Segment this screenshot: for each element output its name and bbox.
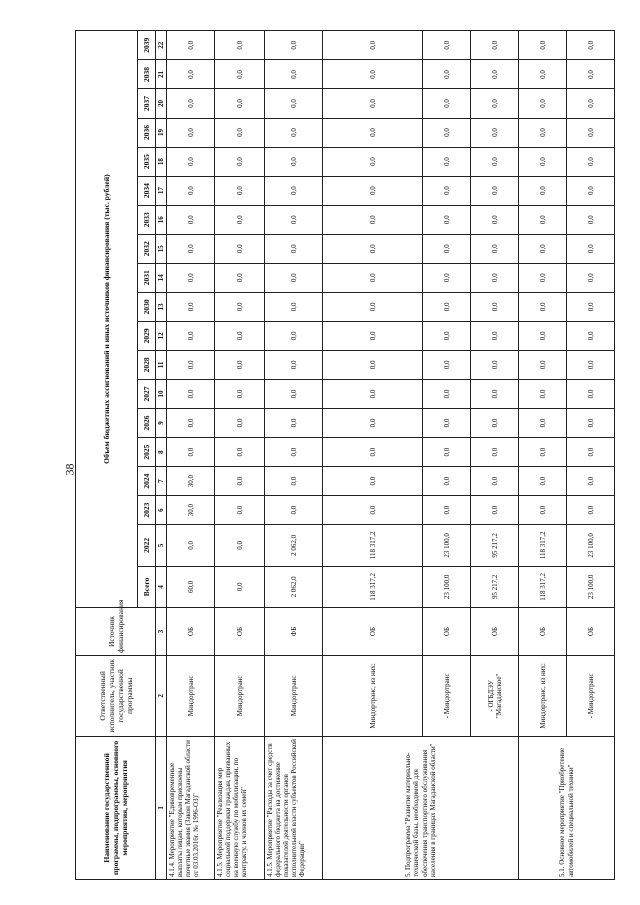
row-year-value: 0,0 xyxy=(519,147,567,176)
row-year-value: 0,0 xyxy=(323,205,423,234)
row-year-value: 0,0 xyxy=(471,292,519,321)
row-year-value: 0,0 xyxy=(423,496,471,525)
row-year-value: 0,0 xyxy=(265,467,323,496)
column-index: 5 xyxy=(156,525,167,567)
row-year-value: 0,0 xyxy=(167,176,215,205)
row-year-value: 0,0 xyxy=(167,525,215,567)
row-year-value: 2 062,0 xyxy=(265,525,323,567)
row-year-value: 0,0 xyxy=(323,176,423,205)
row-year-value: 0,0 xyxy=(167,31,215,60)
header-year: 2028 xyxy=(138,350,156,379)
row-year-value: 95 217,2 xyxy=(471,525,519,567)
row-year-value: 0,0 xyxy=(471,118,519,147)
row-year-value: 0,0 xyxy=(519,321,567,350)
row-year-value: 0,0 xyxy=(471,31,519,60)
row-year-value: 0,0 xyxy=(471,205,519,234)
row-year-value: 0,0 xyxy=(215,176,265,205)
row-source: ОБ xyxy=(471,608,519,656)
header-year: 2033 xyxy=(138,205,156,234)
column-index: 4 xyxy=(156,566,167,608)
row-name: 4.1.4. Мероприятие "Единовременные выплаты лицам, которым присвоены почетные звания (Закон Магаданской области от 03.03.2016г. № 1996-ОЗ)" xyxy=(167,736,215,879)
row-executor: Миндортранс, из них: xyxy=(323,655,423,736)
row-year-value: 0,0 xyxy=(215,379,265,408)
row-year-value: 0,0 xyxy=(215,60,265,89)
row-year-value: 0,0 xyxy=(471,234,519,263)
table-row xyxy=(167,31,215,880)
row-source: ОБ xyxy=(323,608,423,656)
row-year-value: 0,0 xyxy=(167,60,215,89)
row-year-value: 0,0 xyxy=(167,205,215,234)
row-year-value: 0,0 xyxy=(265,89,323,118)
row-year-value: 0,0 xyxy=(167,379,215,408)
row-year-value: 0,0 xyxy=(519,234,567,263)
row-year-value: 0,0 xyxy=(265,350,323,379)
row-year-value: 0,0 xyxy=(323,467,423,496)
row-year-value: 0,0 xyxy=(423,408,471,437)
row-total: 60,0 xyxy=(167,566,215,608)
column-index: 14 xyxy=(156,263,167,292)
row-year-value: 0,0 xyxy=(567,31,615,60)
row-executor: - ОГБДЭУ "Магаданское" xyxy=(471,655,519,736)
column-index: 18 xyxy=(156,147,167,176)
row-year-value: 0,0 xyxy=(167,89,215,118)
header-volume: Объем бюджетных ассигнований и иных источников финансирования (тыс. рублей) xyxy=(76,31,138,608)
row-year-value: 0,0 xyxy=(323,379,423,408)
row-year-value: 118 317,2 xyxy=(323,525,423,567)
row-total: 23 100,0 xyxy=(567,566,615,608)
row-year-value: 0,0 xyxy=(519,263,567,292)
row-year-value: 0,0 xyxy=(265,263,323,292)
row-name: 4.1.5. Мероприятие "Реализация мер социальной поддержки граждан, призванных на военную службу по мобилизации, по контракту, и членов их семей" xyxy=(215,736,265,879)
row-year-value: 0,0 xyxy=(265,31,323,60)
row-year-value: 0,0 xyxy=(167,234,215,263)
row-executor: - Миндортранс xyxy=(567,655,615,736)
header-total: Всего xyxy=(138,566,156,608)
row-year-value: 0,0 xyxy=(323,147,423,176)
row-year-value: 0,0 xyxy=(323,496,423,525)
row-year-value: 0,0 xyxy=(567,176,615,205)
row-year-value: 0,0 xyxy=(215,31,265,60)
row-year-value: 0,0 xyxy=(567,118,615,147)
table-row xyxy=(215,31,265,880)
row-year-value: 0,0 xyxy=(265,496,323,525)
column-index: 17 xyxy=(156,176,167,205)
row-year-value: 0,0 xyxy=(471,321,519,350)
row-year-value: 0,0 xyxy=(265,205,323,234)
row-year-value: 0,0 xyxy=(265,321,323,350)
column-index: 16 xyxy=(156,205,167,234)
header-year: 2039 xyxy=(138,31,156,60)
header-year: 2026 xyxy=(138,408,156,437)
row-year-value: 0,0 xyxy=(167,292,215,321)
header-year: 2031 xyxy=(138,263,156,292)
row-year-value: 0,0 xyxy=(167,350,215,379)
row-year-value: 0,0 xyxy=(471,408,519,437)
column-index: 15 xyxy=(156,234,167,263)
row-year-value: 0,0 xyxy=(215,205,265,234)
row-year-value: 0,0 xyxy=(471,263,519,292)
row-year-value: 0,0 xyxy=(567,321,615,350)
header-executor: Ответственный исполнитель, участник государственной программы xyxy=(76,655,156,736)
row-year-value: 0,0 xyxy=(323,31,423,60)
row-year-value: 0,0 xyxy=(423,292,471,321)
row-year-value: 0,0 xyxy=(423,234,471,263)
financing-table xyxy=(75,30,615,880)
row-total: 0,0 xyxy=(215,566,265,608)
row-year-value: 0,0 xyxy=(167,321,215,350)
row-year-value: 0,0 xyxy=(519,438,567,467)
row-year-value: 0,0 xyxy=(215,321,265,350)
row-year-value: 0,0 xyxy=(215,408,265,437)
header-year: 2025 xyxy=(138,438,156,467)
row-source: ОБ xyxy=(167,608,215,656)
column-index: 1 xyxy=(156,736,167,879)
row-year-value: 0,0 xyxy=(471,147,519,176)
row-year-value: 0,0 xyxy=(323,292,423,321)
column-index: 19 xyxy=(156,118,167,147)
row-name: 5.1. Основное мероприятие "Приобретение автомобилей и специальной техники" xyxy=(519,736,615,879)
header-year: 2038 xyxy=(138,60,156,89)
column-index: 12 xyxy=(156,321,167,350)
row-year-value: 0,0 xyxy=(265,147,323,176)
row-year-value: 0,0 xyxy=(519,176,567,205)
row-year-value: 0,0 xyxy=(471,89,519,118)
header-name: Наименование государственной программы, подпрограммы, основного мероприятия, мероприятия xyxy=(76,736,156,879)
row-year-value: 30,0 xyxy=(167,467,215,496)
row-year-value: 23 100,0 xyxy=(567,525,615,567)
header-year: 2027 xyxy=(138,379,156,408)
row-year-value: 0,0 xyxy=(265,60,323,89)
row-year-value: 0,0 xyxy=(423,205,471,234)
row-year-value: 118 317,2 xyxy=(519,525,567,567)
row-year-value: 0,0 xyxy=(567,467,615,496)
header-year: 2037 xyxy=(138,89,156,118)
row-year-value: 0,0 xyxy=(423,467,471,496)
row-year-value: 0,0 xyxy=(265,379,323,408)
row-year-value: 23 100,0 xyxy=(423,525,471,567)
row-year-value: 0,0 xyxy=(215,438,265,467)
row-total: 118 317,2 xyxy=(519,566,567,608)
row-total: 118 317,2 xyxy=(323,566,423,608)
row-year-value: 0,0 xyxy=(167,408,215,437)
row-year-value: 0,0 xyxy=(567,496,615,525)
row-year-value: 0,0 xyxy=(265,234,323,263)
row-year-value: 0,0 xyxy=(423,321,471,350)
row-year-value: 0,0 xyxy=(215,292,265,321)
row-year-value: 0,0 xyxy=(323,438,423,467)
row-year-value: 0,0 xyxy=(567,263,615,292)
row-year-value: 0,0 xyxy=(567,379,615,408)
row-year-value: 0,0 xyxy=(323,408,423,437)
row-year-value: 0,0 xyxy=(519,89,567,118)
row-source: ОБ xyxy=(519,608,567,656)
column-index: 9 xyxy=(156,408,167,437)
row-year-value: 0,0 xyxy=(567,205,615,234)
row-total: 23 100,0 xyxy=(423,566,471,608)
header-year: 2035 xyxy=(138,147,156,176)
row-year-value: 0,0 xyxy=(471,438,519,467)
row-year-value: 0,0 xyxy=(423,379,471,408)
row-executor: Миндортранс xyxy=(265,655,323,736)
row-year-value: 0,0 xyxy=(215,263,265,292)
row-year-value: 0,0 xyxy=(567,408,615,437)
column-index: 11 xyxy=(156,350,167,379)
row-year-value: 0,0 xyxy=(567,292,615,321)
row-year-value: 30,0 xyxy=(167,496,215,525)
header-source: Источник финансирования xyxy=(76,608,156,656)
table-row xyxy=(519,31,567,880)
row-year-value: 0,0 xyxy=(567,438,615,467)
row-year-value: 0,0 xyxy=(215,525,265,567)
column-index: 2 xyxy=(156,655,167,736)
row-year-value: 0,0 xyxy=(471,60,519,89)
header-year: 2036 xyxy=(138,118,156,147)
table-row xyxy=(265,31,323,880)
column-index: 21 xyxy=(156,60,167,89)
row-year-value: 0,0 xyxy=(323,263,423,292)
row-year-value: 0,0 xyxy=(423,60,471,89)
column-index: 3 xyxy=(156,608,167,656)
column-index: 6 xyxy=(156,496,167,525)
row-executor: Миндортранс xyxy=(215,655,265,736)
row-year-value: 0,0 xyxy=(215,118,265,147)
row-year-value: 0,0 xyxy=(323,321,423,350)
header-year: 2022 xyxy=(138,525,156,567)
row-year-value: 0,0 xyxy=(215,496,265,525)
row-year-value: 0,0 xyxy=(167,147,215,176)
rotated-table-area xyxy=(75,30,595,880)
row-year-value: 0,0 xyxy=(519,496,567,525)
row-year-value: 0,0 xyxy=(215,147,265,176)
row-year-value: 0,0 xyxy=(519,118,567,147)
column-index: 8 xyxy=(156,438,167,467)
row-source: ОБ xyxy=(215,608,265,656)
row-year-value: 0,0 xyxy=(567,147,615,176)
page-number: 38 xyxy=(62,463,77,476)
row-total: 2 062,0 xyxy=(265,566,323,608)
row-year-value: 0,0 xyxy=(215,234,265,263)
row-year-value: 0,0 xyxy=(265,408,323,437)
row-year-value: 0,0 xyxy=(265,292,323,321)
row-year-value: 0,0 xyxy=(423,147,471,176)
row-executor: Миндортранс, из них: xyxy=(519,655,567,736)
header-year: 2030 xyxy=(138,292,156,321)
header-year: 2029 xyxy=(138,321,156,350)
row-year-value: 0,0 xyxy=(215,350,265,379)
column-index: 7 xyxy=(156,467,167,496)
header-year: 2023 xyxy=(138,496,156,525)
row-year-value: 0,0 xyxy=(323,89,423,118)
row-year-value: 0,0 xyxy=(519,205,567,234)
column-index: 13 xyxy=(156,292,167,321)
column-index: 20 xyxy=(156,89,167,118)
row-year-value: 0,0 xyxy=(471,176,519,205)
row-year-value: 0,0 xyxy=(471,379,519,408)
header-year: 2024 xyxy=(138,467,156,496)
row-year-value: 0,0 xyxy=(567,234,615,263)
row-year-value: 0,0 xyxy=(215,467,265,496)
row-year-value: 0,0 xyxy=(423,176,471,205)
row-year-value: 0,0 xyxy=(471,496,519,525)
row-year-value: 0,0 xyxy=(567,60,615,89)
row-year-value: 0,0 xyxy=(423,350,471,379)
row-year-value: 0,0 xyxy=(519,60,567,89)
row-year-value: 0,0 xyxy=(567,350,615,379)
row-year-value: 0,0 xyxy=(265,438,323,467)
row-year-value: 0,0 xyxy=(519,379,567,408)
row-year-value: 0,0 xyxy=(471,467,519,496)
row-year-value: 0,0 xyxy=(167,438,215,467)
row-year-value: 0,0 xyxy=(323,234,423,263)
row-year-value: 0,0 xyxy=(323,60,423,89)
row-year-value: 0,0 xyxy=(423,118,471,147)
row-name: 4.1.5. Мероприятие "Расходы за счет средств федерального бюджета на достижение показателей деятельности органов исполнительной власти субъектов Российской Федерации" xyxy=(265,736,323,879)
row-year-value: 0,0 xyxy=(265,176,323,205)
row-year-value: 0,0 xyxy=(423,263,471,292)
row-source: ФБ xyxy=(265,608,323,656)
header-year: 2034 xyxy=(138,176,156,205)
row-year-value: 0,0 xyxy=(519,467,567,496)
column-index: 22 xyxy=(156,31,167,60)
row-total: 95 217,2 xyxy=(471,566,519,608)
row-executor: - Миндортранс xyxy=(423,655,471,736)
row-year-value: 0,0 xyxy=(167,263,215,292)
row-year-value: 0,0 xyxy=(423,31,471,60)
row-year-value: 0,0 xyxy=(323,118,423,147)
row-name: 5. Подпрограмма "Развитие материально-технической базы, необходимой для обеспечения транспортного обслуживания населения в границах Магаданской области" xyxy=(323,736,519,879)
row-source: ОБ xyxy=(567,608,615,656)
row-year-value: 0,0 xyxy=(215,89,265,118)
row-year-value: 0,0 xyxy=(519,350,567,379)
row-year-value: 0,0 xyxy=(423,438,471,467)
row-year-value: 0,0 xyxy=(167,118,215,147)
row-year-value: 0,0 xyxy=(519,292,567,321)
header-year: 2032 xyxy=(138,234,156,263)
row-year-value: 0,0 xyxy=(323,350,423,379)
row-year-value: 0,0 xyxy=(519,408,567,437)
row-year-value: 0,0 xyxy=(423,89,471,118)
row-year-value: 0,0 xyxy=(519,31,567,60)
table-row xyxy=(323,31,423,880)
row-year-value: 0,0 xyxy=(265,118,323,147)
row-source: ОБ xyxy=(423,608,471,656)
row-year-value: 0,0 xyxy=(567,89,615,118)
row-executor: Миндортранс xyxy=(167,655,215,736)
row-year-value: 0,0 xyxy=(471,350,519,379)
column-index: 10 xyxy=(156,379,167,408)
